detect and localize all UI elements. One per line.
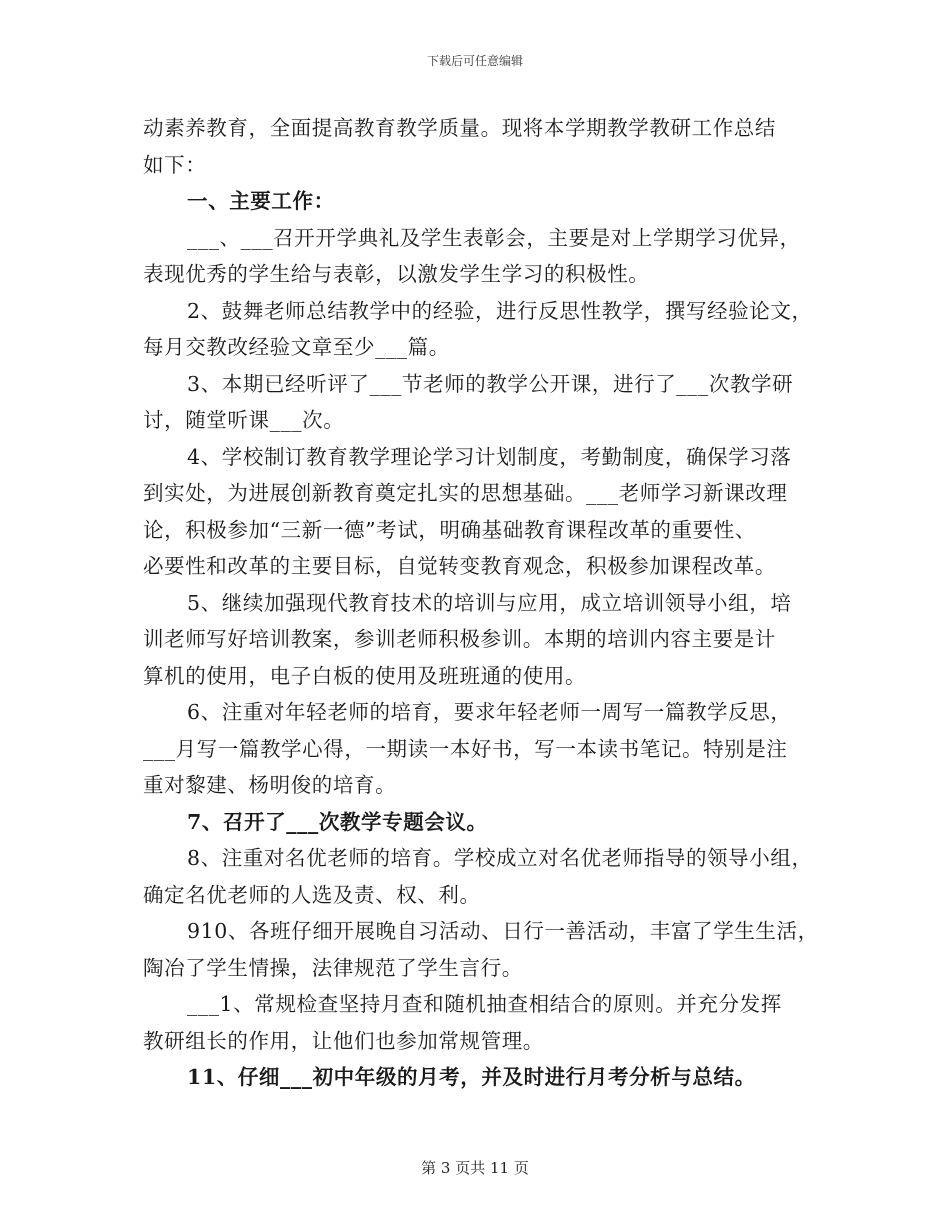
paragraph-line: 8、注重对名优老师的培育。学校成立对名优老师指导的领导小组， bbox=[187, 846, 813, 870]
paragraph-line: 4、学校制订教育教学理论学习计划制度，考勤制度，确保学习落 bbox=[187, 444, 792, 469]
paragraph-line: 910、各班仔细开展晚自习活动、日行一善活动，丰富了学生生活， bbox=[187, 919, 819, 943]
paragraph-line: ___月写一篇教学心得，一期读一本好书，写一本读书笔记。特别是注 bbox=[143, 736, 788, 761]
paragraph-line: 2、鼓舞老师总结教学中的经验，进行反思性教学，撰写经验论文， bbox=[187, 298, 813, 323]
paragraph-line: ___1、常规检查坚持月查和随机抽查相结合的原则。并充分发挥 bbox=[187, 992, 782, 1016]
paragraph-line: 必要性和改革的主要目标，自觉转变教育观念，积极参加课程改革。 bbox=[143, 554, 776, 578]
paragraph-line: 教研组长的作用，让他们也参加常规管理。 bbox=[143, 1028, 544, 1053]
paragraph-line: ___、___召开开学典礼及学生表彰会，主要是对上学期学习优异， bbox=[187, 225, 801, 250]
document-body bbox=[143, 110, 823, 1096]
paragraph-line: 到实处，为进展创新教育奠定扎实的思想基础。___老师学习新课改理 bbox=[143, 481, 788, 505]
paragraph-line: 讨，随堂听课___次。 bbox=[143, 408, 345, 432]
paragraph-line: 确定名优老师的人选及责、权、利。 bbox=[143, 882, 481, 907]
section-heading: 一、主要工作： bbox=[187, 189, 335, 213]
paragraph-line: 表现优秀的学生给与表彰，以激发学生学习的积极性。 bbox=[143, 262, 650, 286]
paragraph-line: 陶冶了学生情操，法律规范了学生言行。 bbox=[143, 955, 523, 980]
paragraph-line: 重对黎建、杨明俊的培育。 bbox=[143, 773, 397, 797]
paragraph-line: 动素养教育，全面提高教育教学质量。现将本学期教学教研工作总结 bbox=[143, 116, 776, 140]
paragraph-line: 每月交教改经验文章至少___篇。 bbox=[143, 335, 450, 359]
bold-paragraph-line: 11、仔细___初中年级的月考，并及时进行月考分析与总结。 bbox=[187, 1065, 756, 1089]
bold-paragraph-line: 7、召开了___次教学专题会议。 bbox=[187, 809, 488, 834]
paragraph-line: 5、继续加强现代教育技术的培训与应用，成立培训领导小组，培 bbox=[187, 590, 792, 615]
paragraph-line: 论，积极参加“三新一德”考试，明确基础教育课程改革的重要性、 bbox=[143, 517, 756, 542]
paragraph-line: 6、注重对年轻老师的培育，要求年轻老师一周写一篇教学反思， bbox=[187, 700, 792, 724]
page-footer: 第 3 页共 11 页 bbox=[421, 1159, 529, 1177]
paragraph-line: 算机的使用，电子白板的使用及班班通的使用。 bbox=[143, 663, 587, 688]
page-header: 下载后可任意编辑 bbox=[426, 54, 523, 68]
paragraph-line: 训老师写好培训教案，参训老师积极参训。本期的培训内容主要是计 bbox=[143, 627, 776, 651]
paragraph-line: 如下： bbox=[143, 152, 207, 177]
paragraph-line: 3、本期已经听评了___节老师的教学公开课，进行了___次教学研 bbox=[187, 371, 794, 396]
